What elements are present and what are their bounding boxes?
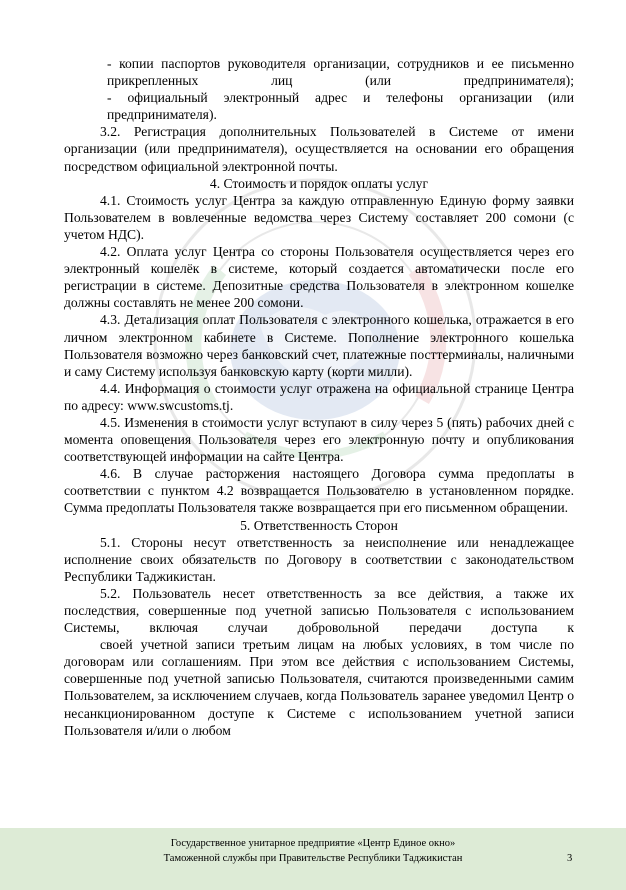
clause-4-3: 4.3. Детализация оплат Пользователя с электронного кошелька, отражается в его личном электронном кабинете в Системе. Пополнение электронного кошелька Пользователя возможно через банковский счет, платежные посттерминалы, наличными и саму Систему используя банковскую карту (корти милли).: [64, 312, 574, 379]
page-footer: [0, 828, 626, 890]
document-body: [64, 55, 574, 739]
clause-4-5: 4.5. Изменения в стоимости услуг вступают в силу через 5 (пять) рабочих дней с момента оповещения Пользователя через его электронную почту и опубликования соответствующей информации на сайте Центра.: [64, 414, 574, 465]
list-item-passports: - копии паспортов руководителя организации, сотрудников и ее письменно прикрепленных лиц (или предпринимателя);: [107, 56, 574, 89]
clause-5-2: 5.2. Пользователь несет ответственность за все действия, а также их последствия, совершенные под учетной записью Пользователя с использованием Системы, включая случаи добровольной передачи доступа к: [64, 585, 574, 636]
page-number: 3: [567, 853, 573, 864]
section-heading-5: 5. Ответственность Сторон: [240, 517, 398, 533]
clause-4-2: 4.2. Оплата услуг Центра со стороны Пользователя осуществляется через его электронный кошелёк в системе, который создается автоматически после его регистрации в системе. Депозитные средства Пользователя в электронном кошелке должны составлять не менее 200 сомони.: [64, 244, 574, 311]
clause-3-2: 3.2. Регистрация дополнительных Пользователей в Системе от имени организации (или предпринимателя), осуществляется на основании его обращения посредством официальной электронной почты.: [64, 124, 574, 174]
footer-organization-line: Государственное унитарное предприятие «Центр Единое окно»: [170, 838, 456, 849]
clause-5-1: 5.1. Стороны несут ответственность за неисполнение или ненадлежащее исполнение своих обязательств по Договору в соответствии с законодательством Республики Таджикистан.: [64, 534, 574, 584]
clause-5-2-continued: своей учетной записи третьим лицам на любых условиях, в том числе по договорам или соглашениям. При этом все действия с использованием Системы, совершенные под учетной записью Пользователя, считаются произведенными самим Пользователем, за исключением случаев, когда Пользователь заранее уведомил Центр о несанкционированном доступе к Системе с использованием учетной записи Пользователя и/или о любом: [64, 637, 574, 738]
clause-4-4: 4.4. Информация о стоимости услуг отражена на официальной странице Центра по адресу: www.swcustoms.tj.: [64, 380, 574, 413]
clause-4-6: 4.6. В случае расторжения настоящего Договора сумма предоплаты в соответствии с пунктом 4.2 возвращается Пользователю в установленном порядке. Сумма предоплаты Пользователя также возвращается при его письменном обращении.: [64, 466, 574, 516]
list-item-contacts: - официальный электронный адрес и телефоны организации (или предпринимателя).: [107, 90, 574, 123]
footer-service-line: Таможенной службы при Правительстве Республики Таджикистан: [163, 853, 463, 864]
section-heading-4: 4. Стоимость и порядок оплаты услуг: [209, 175, 429, 191]
clause-4-1: 4.1. Стоимость услуг Центра за каждую отправленную Единую форму заявки Пользователем в вовлеченные ведомства через Систему составляет 200 сомони (с учетом НДС).: [64, 192, 574, 242]
